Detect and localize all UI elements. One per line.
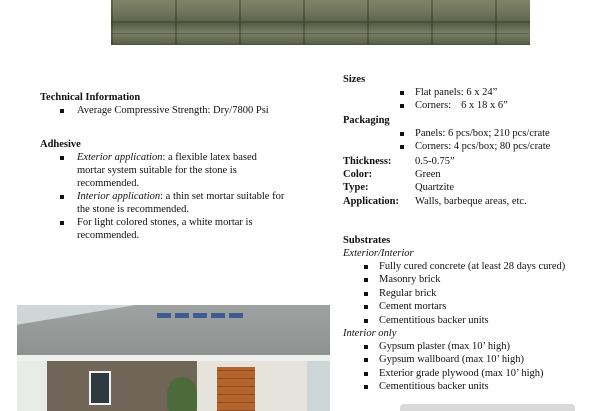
- list-item: [40, 216, 285, 242]
- spec-row: [343, 195, 593, 208]
- adhesive-text: : a flexible latex based mortar system suitable for the stone is recommended.: [77, 152, 257, 189]
- sizes-list: [343, 86, 593, 112]
- adhesive-text: For light colored stones, a white mortar is recommended.: [77, 217, 253, 241]
- adhesive-list: [40, 151, 285, 242]
- spec-row: [343, 181, 593, 194]
- list-item: Cementitious backer units: [343, 314, 598, 327]
- corner-value: 6 x 18 x 6”: [461, 100, 508, 111]
- technical-list: [40, 104, 280, 117]
- spec-value: Quartzite: [415, 182, 455, 193]
- adhesive-lead: Interior application: [77, 191, 161, 202]
- list-item: [40, 151, 285, 190]
- list-item: Panels: 6 pcs/box; 210 pcs/crate: [343, 127, 593, 140]
- spec-key: Type:: [343, 182, 369, 193]
- spec-key: Color:: [343, 169, 373, 180]
- list-item: Regular brick: [343, 287, 598, 300]
- packaging-list: [343, 127, 593, 153]
- spec-row: [343, 155, 593, 168]
- list-item: Gypsum plaster (max 10’ high): [343, 340, 598, 353]
- adhesive-lead: Exterior application: [77, 152, 163, 163]
- substrates-heading: Substrates: [343, 235, 391, 246]
- list-item: Cement mortars: [343, 300, 598, 313]
- specs-table: [343, 155, 593, 208]
- list-item: Gypsum wallboard (max 10’ high): [343, 353, 598, 366]
- list-item: Exterior grade plywood (max 10’ high): [343, 367, 598, 380]
- house-image: [17, 305, 330, 411]
- substrates-list-2: [343, 340, 598, 394]
- substrates-interior-only: Interior only: [343, 328, 397, 339]
- adhesive-heading: Adhesive: [40, 139, 81, 150]
- spec-key: Thickness:: [343, 156, 392, 167]
- list-item: Masonry brick: [343, 273, 598, 286]
- list-item: [40, 190, 285, 216]
- spec-value: Green: [415, 169, 441, 180]
- sizes-heading: Sizes: [343, 74, 366, 85]
- spec-value: Walls, barbeque areas, etc.: [415, 196, 527, 207]
- spec-value: 0.5-0.75”: [415, 156, 455, 167]
- list-item: Cementitious backer units: [343, 380, 598, 393]
- packaging-heading: Packaging: [343, 115, 390, 126]
- stone-seam: [111, 21, 530, 23]
- list-item: Fully cured concrete (at least 28 days cured): [343, 260, 598, 273]
- corner-label: Corners:: [415, 100, 452, 111]
- list-item: [343, 99, 593, 112]
- stone-seam: [111, 33, 530, 34]
- substrates-list-1: [343, 260, 598, 327]
- list-item: Corners: 4 pcs/box; 80 pcs/crate: [343, 140, 593, 153]
- technical-heading: Technical Information: [40, 92, 141, 103]
- product-image: [340, 398, 580, 411]
- substrates-exterior-interior: Exterior/Interior: [343, 248, 414, 259]
- adhesive-text: : a thin set mortar suitable for the stone is recommended.: [77, 191, 285, 215]
- spec-key: Application:: [343, 196, 400, 207]
- list-item: Average Compressive Strength: Dry/7800 Psi: [40, 104, 280, 117]
- list-item: Flat panels: 6 x 24”: [343, 86, 593, 99]
- spec-row: [343, 168, 593, 181]
